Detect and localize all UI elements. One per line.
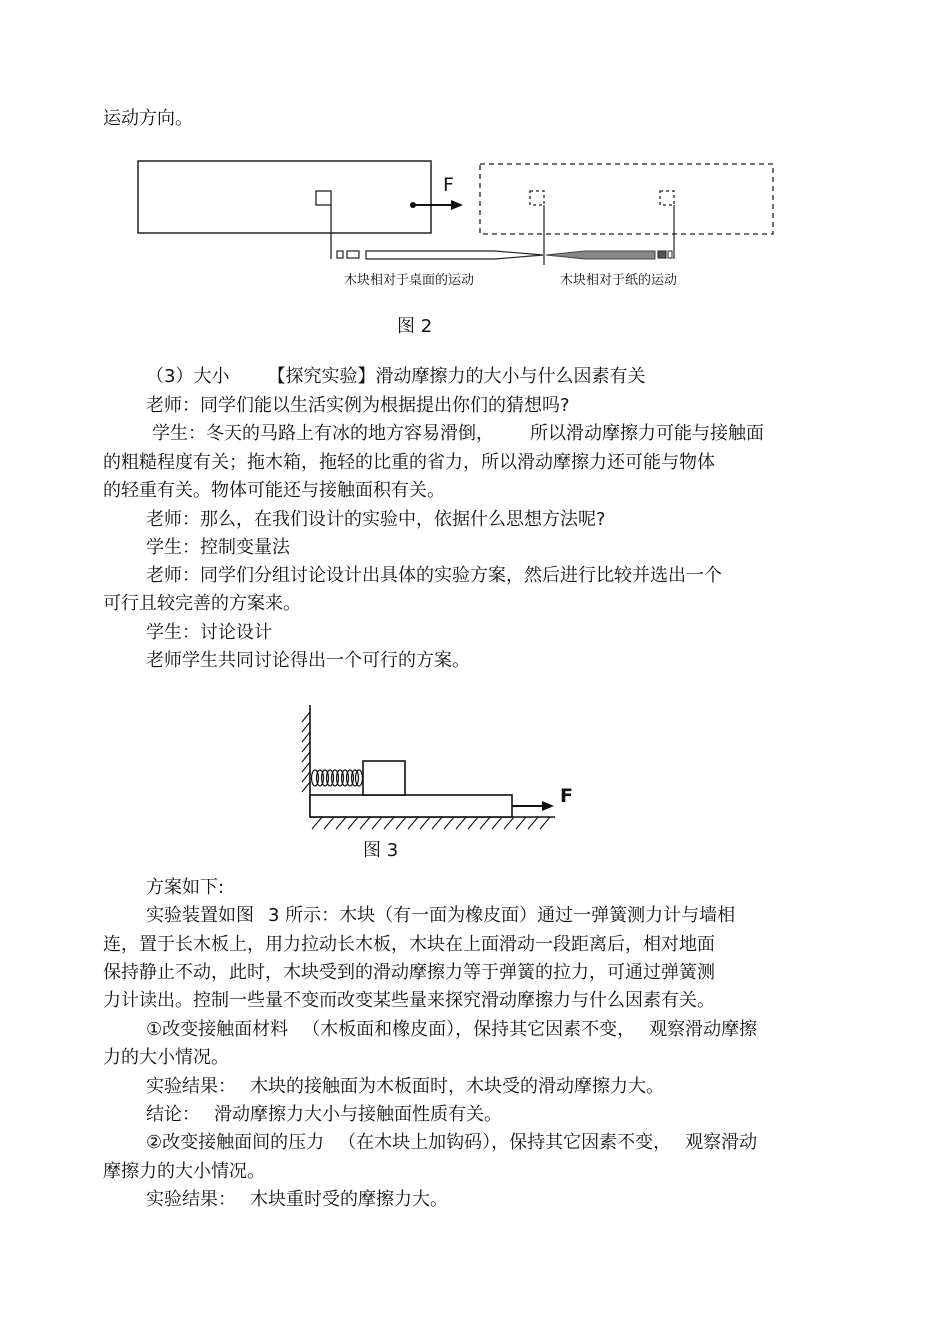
dialogue-line-3: 的粗糙程度有关；拖木箱，拖轻的比重的省力，所以滑动摩擦力还可能与物体 (103, 452, 715, 473)
fig2-label-paper: 木块相对于纸的运动 (560, 273, 678, 288)
plan-line-9: 结论： 滑动摩擦力大小与接触面性质有关。 (146, 1104, 502, 1125)
plan-line-10: ②改变接触面间的压力 （在木块上加钩码），保持其它因素不变， 观察滑动 (146, 1132, 758, 1153)
section-number: （3）大小 (146, 366, 230, 387)
fig2-desk-arrow (366, 251, 543, 259)
fig3-block (363, 761, 405, 795)
fig2-label-desk: 木块相对于桌面的运动 (344, 273, 475, 288)
section-title: 【探究实验】滑动摩擦力的大小与什么因素有关 (267, 366, 646, 387)
fig2-dashed-block-1 (530, 191, 544, 205)
dialogue-line-1: 老师：同学们能以生活实例为根据提出你们的猜想吗? (146, 395, 570, 416)
fig2-paper-rect (138, 161, 431, 233)
fig2-caption: 图 2 (397, 316, 433, 337)
figure-3 (302, 705, 555, 829)
plan-line-5: 力计读出。控制一些量不变而改变某些量来探究滑动摩擦力与什么因素有关。 (103, 990, 715, 1011)
fig2-force-arrow (451, 200, 463, 210)
fig2-dashed-block-2 (660, 191, 674, 205)
fig3-board (310, 795, 512, 817)
plan-line-6: ①改变接触面材料 （木板面和橡皮面），保持其它因素不变， 观察滑动摩擦 (146, 1019, 758, 1040)
fig2-block (316, 191, 331, 205)
dialogue-line-6: 学生：控制变量法 (146, 537, 290, 558)
dialogue-line-8: 可行且较完善的方案来。 (103, 593, 301, 614)
fig2-dashed-rect (480, 164, 773, 234)
dialogue-line-2: 学生：冬天的马路上有冰的地方容易滑倒， 所以滑动摩擦力可能与接触面 (152, 423, 764, 444)
fig3-spring (312, 770, 363, 786)
dialogue-line-7: 老师：同学们分组讨论设计出具体的实验方案，然后进行比较并选出一个 (146, 565, 722, 586)
fig2-force-label: F (443, 174, 454, 196)
fig3-caption: 图 3 (363, 840, 399, 861)
dialogue-line-4: 的轻重有关。物体可能还与接触面积有关。 (103, 480, 445, 501)
plan-line-4: 保持静止不动，此时，木块受到的滑动摩擦力等于弹簧的拉力，可通过弹簧测 (103, 962, 715, 983)
dialogue-line-9: 学生：讨论设计 (146, 622, 272, 643)
section-heading (146, 365, 645, 389)
plan-line-11: 摩擦力的大小情况。 (103, 1161, 265, 1182)
fig3-force-arrow (542, 801, 554, 811)
fig2-paper-arrow (546, 251, 655, 259)
plan-line-8: 实验结果： 木块的接触面为木板面时，木块受的滑动摩擦力大。 (146, 1076, 664, 1097)
plan-line-1: 方案如下: (146, 877, 225, 898)
plan-line-3: 连，置于长木板上，用力拉动长木板，木块在上面滑动一段距离后，相对地面 (103, 934, 715, 955)
dialogue-line-10: 老师学生共同讨论得出一个可行的方案。 (146, 650, 470, 671)
dialogue-line-5: 老师：那么，在我们设计的实验中，依据什么思想方法呢? (146, 509, 606, 530)
plan-line-2: 实验装置如图 3 所示：木块（有一面为橡皮面）通过一弹簧测力计与墙相 (146, 905, 736, 926)
intro-line: 运动方向。 (103, 108, 193, 129)
plan-line-12: 实验结果： 木块重时受的摩擦力大。 (146, 1189, 448, 1210)
plan-line-7: 力的大小情况。 (103, 1047, 229, 1068)
fig3-force-label: F (560, 785, 573, 807)
